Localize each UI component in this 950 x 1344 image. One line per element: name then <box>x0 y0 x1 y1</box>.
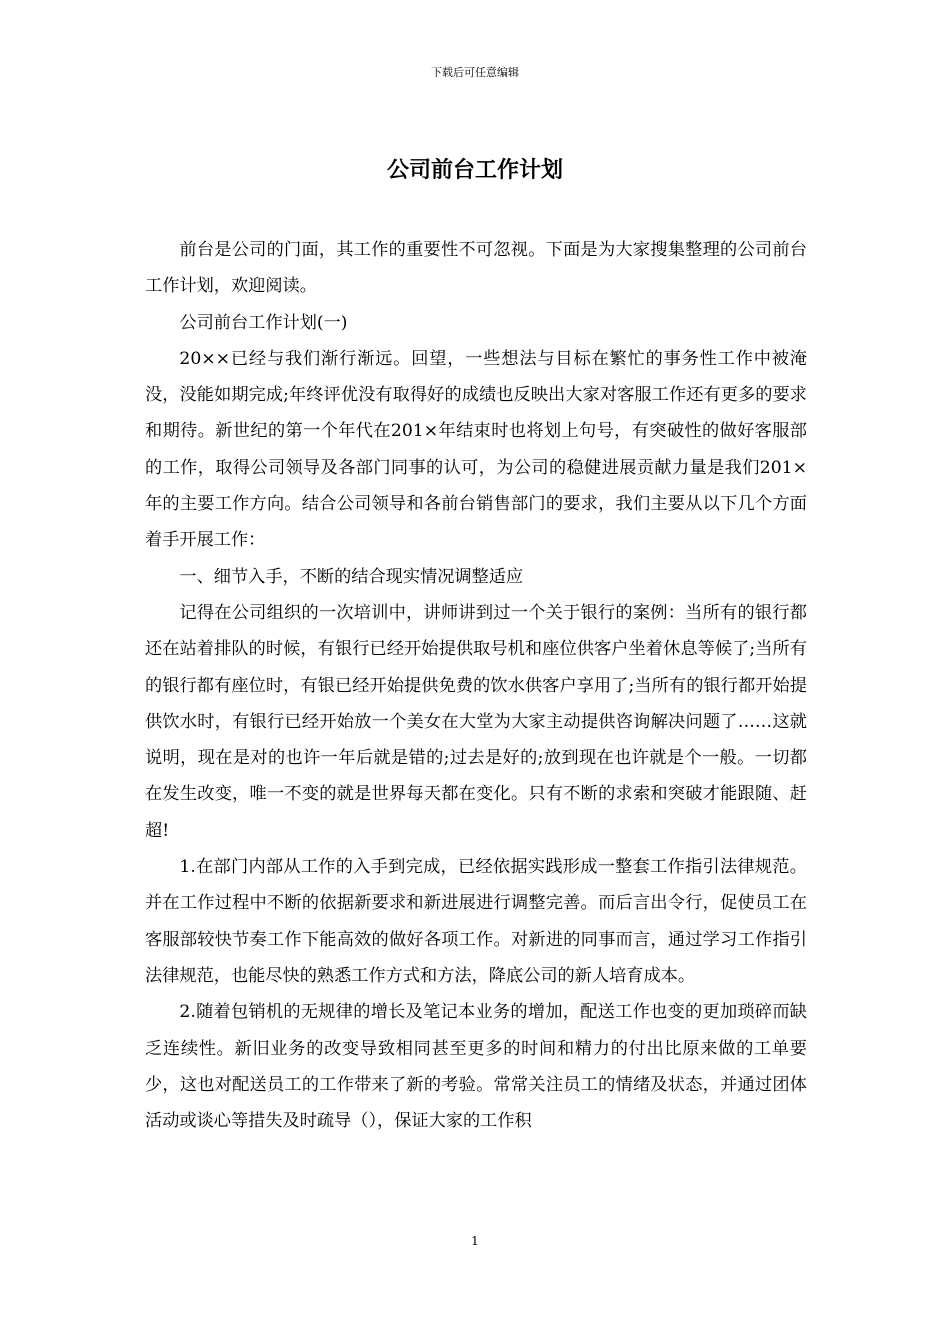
document-body <box>145 232 807 1139</box>
page-number: 1 <box>471 1234 479 1248</box>
numbered-paragraph: 2.随着包销机的无规律的增长及笔记本业务的增加，配送工作也变的更加琐碎而缺乏连续性。新旧业务的改变导致相同甚至更多的时间和精力的付出比原来做的工单要少，这也对配送员工的工作带来了新的考验。常常关注员工的情绪及状态，并通过团体活动或谈心等措失及时疏导（），保证大家的工作积 <box>145 1002 807 1132</box>
intro-paragraph: 前台是公司的门面，其工作的重要性不可忽视。下面是为大家搜集整理的公司前台工作计划，欢迎阅读。 <box>145 240 807 297</box>
document-title: 公司前台工作计划 <box>386 158 563 183</box>
section-heading-plan-one: 公司前台工作计划(一) <box>179 312 348 333</box>
numbered-paragraph: 1.在部门内部从工作的入手到完成，已经依据实践形成一整套工作指引法律规范。并在工作过程中不断的依据新要求和新进展进行调整完善。而后言出令行，促使员工在客服部较快节奏工作下能高效的做好各项工作。对新进的同事而言，通过学习工作指引法律规范，也能尽快的熟悉工作方式和方法，降底公司的新人培育成本。 <box>145 857 807 986</box>
page-header-note: 下载后可任意编辑 <box>431 66 519 79</box>
body-paragraph: 记得在公司组织的一次培训中，讲师讲到过一个关于银行的案例：当所有的银行都还在站着排队的时候，有银行已经开始提供取号机和座位供客户坐着休息等候了;当所有的银行都有座位时，有银已经开始提供免费的饮水供客户享用了;当所有的银行都开始提供饮水时，有银行已经开始放一个美女在大堂为大家主动提供咨询解决问题了……这就说明，现在是对的也许一年后就是错的;过去是好的;放到现在也许就是个一般。一切都在发生改变，唯一不变的就是世界每天都在变化。只有不断的求索和突破才能跟随、赶超! <box>145 602 807 841</box>
section-heading-details: 一、细节入手，不断的结合现实情况调整适应 <box>179 566 524 587</box>
body-paragraph: 20××已经与我们渐行渐远。回望，一些想法与目标在繁忙的事务性工作中被淹没，没能如期完成;年终评优没有取得好的成绩也反映出大家对客服工作还有更多的要求和期待。新世纪的第一个年代在201×年结束时也将划上句号，有突破性的做好客服部的工作，取得公司领导及各部门同事的认可，为公司的稳健进展贡献力量是我们201×年的主要工作方向。结合公司领导和各前台销售部门的要求，我们主要从以下几个方面着手开展工作： <box>145 348 807 551</box>
